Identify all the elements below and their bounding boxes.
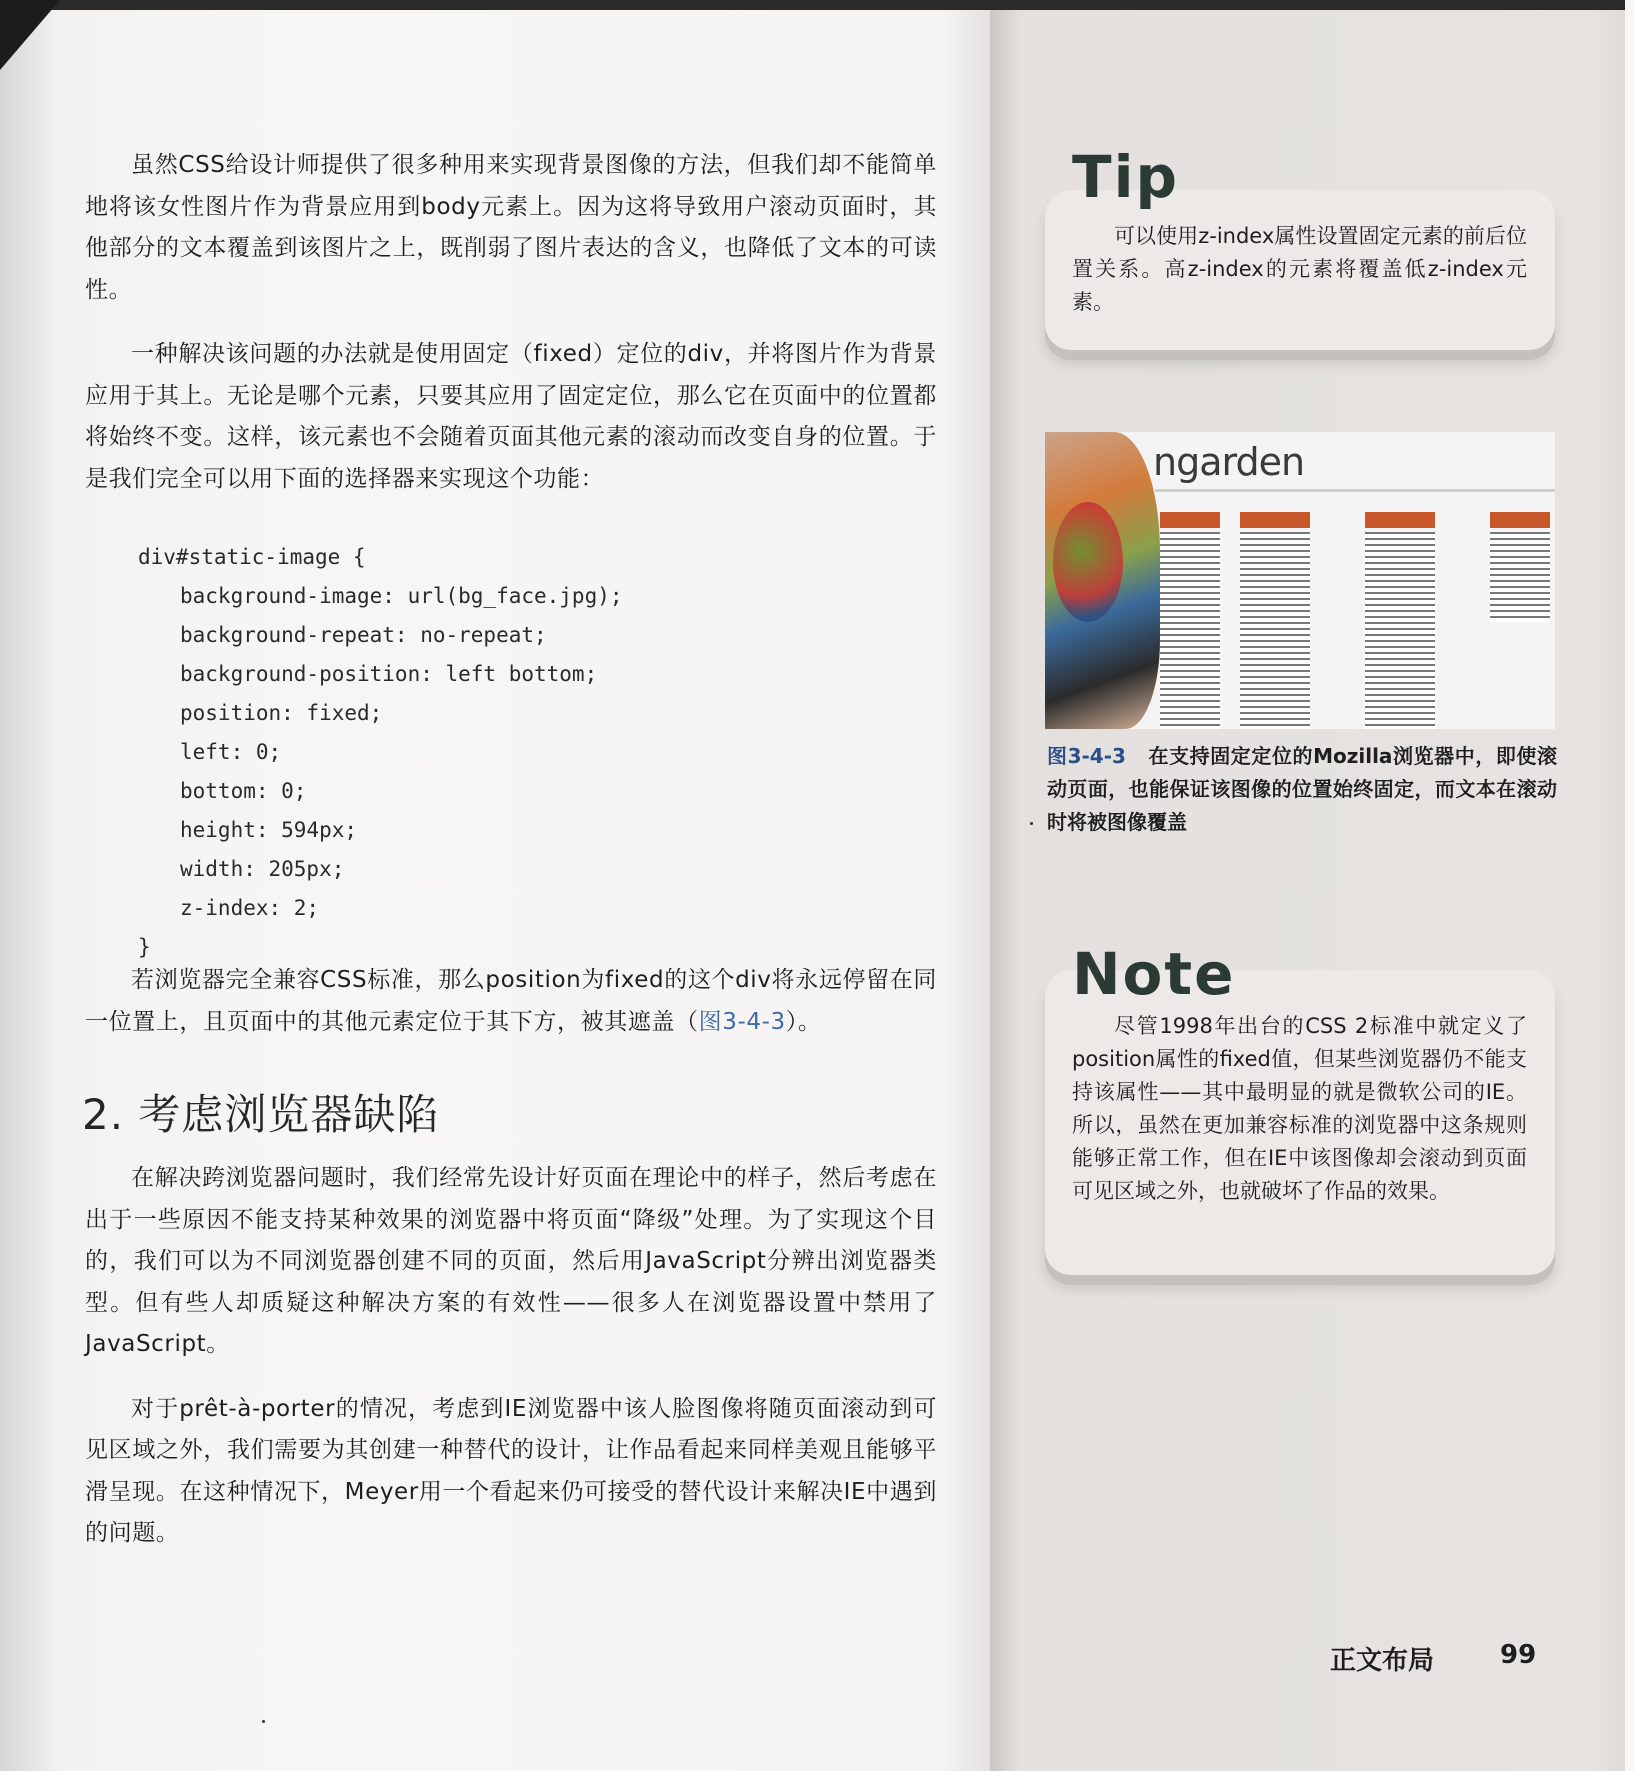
scan-speck	[262, 1720, 265, 1723]
code-line: background-image: url(bg_face.jpg);	[180, 584, 623, 608]
scan-speck	[1030, 822, 1033, 825]
scan-top-edge	[0, 0, 1634, 10]
tip-paragraph: 可以使用z-index属性设置固定元素的前后位置关系。高z-index的元素将覆盖低z-index元素。	[1072, 224, 1527, 314]
code-line: z-index: 2;	[180, 896, 320, 920]
code-line: background-repeat: no-repeat;	[180, 623, 547, 647]
figure-text-column	[1365, 532, 1435, 729]
body-text-bottom	[85, 1158, 937, 1555]
code-line-open: div#static-image {	[138, 545, 366, 569]
paragraph-background-methods: 虽然CSS给设计师提供了很多种用来实现背景图像的方法，但我们却不能简单地将该女性图片作为背景应用到body元素上。因为这将导致用户滚动页面时，其他部分的文本覆盖到该图片之上，既削弱了图片表达的含义，也降低了文本的可读性。	[85, 152, 937, 303]
code-line: background-position: left bottom;	[180, 662, 598, 686]
body-text-after-code	[85, 960, 937, 1043]
code-line-close: }	[138, 935, 151, 959]
code-line: left: 0;	[180, 740, 282, 764]
figure-text-column	[1240, 532, 1310, 729]
paragraph-end: ）。	[785, 1008, 822, 1035]
face-paint	[1053, 502, 1123, 622]
body-text-top	[85, 145, 937, 500]
scan-right-edge	[1625, 0, 1634, 1771]
code-line: position: fixed;	[180, 701, 383, 725]
section-heading: 2. 考虑浏览器缺陷	[82, 1090, 440, 1139]
figure-reference-link[interactable]: 图3-4-3	[698, 1008, 786, 1035]
figure-screenshot	[1045, 432, 1555, 729]
figure-column-header	[1490, 512, 1550, 528]
code-block	[138, 538, 623, 967]
figure-garden-logo: ngarden	[1153, 440, 1305, 484]
figure-caption	[1047, 740, 1557, 839]
paragraph-cross-browser: 在解决跨浏览器问题时，我们经常先设计好页面在理论中的样子，然后考虑在出于一些原因不能支持某种效果的浏览器中将页面“降级”处理。为了实现这个目的，我们可以为不同浏览器创建不同的页面，然后用JavaScript分辨出浏览器类型。但有些人却质疑这种解决方案的有效性——很多人在浏览器设置中禁用了JavaScript。	[85, 1165, 937, 1357]
footer-section-title: 正文布局	[1330, 1646, 1435, 1676]
figure-column-header	[1160, 512, 1220, 528]
figure-caption-label: 图3-4-3	[1047, 744, 1126, 768]
figure-column-header	[1240, 512, 1310, 528]
code-line: bottom: 0;	[180, 779, 307, 803]
paragraph-text: 若浏览器完全兼容CSS标准，那么position为fixed的这个div将永远停留在同一位置上，且页面中的其他元素定位于其下方，被其遮盖（	[85, 967, 937, 1035]
paragraph-pret-a-porter: 对于prêt-à-porter的情况，考虑到IE浏览器中该人脸图像将随页面滚动到可见区域之外，我们需要为其创建一种替代的设计，让作品看起来同样美观且能够平滑呈现。在这种情况下，Meyer用一个看起来仍可接受的替代设计来解决IE中遇到的问题。	[85, 1395, 937, 1546]
figure-caption-text: 在支持固定定位的Mozilla浏览器中，即使滚动页面，也能保证该图像的位置始终固定，而文本在滚动时将被图像覆盖	[1047, 744, 1557, 834]
scan-corner	[0, 0, 60, 70]
figure-column-header	[1365, 512, 1435, 528]
figure-text-column	[1160, 532, 1220, 729]
figure-text-column	[1490, 532, 1550, 622]
code-line: height: 594px;	[180, 818, 358, 842]
page-number: 99	[1500, 1640, 1537, 1670]
paragraph-fixed-div: 一种解决该问题的办法就是使用固定（fixed）定位的div，并将图片作为背景应用于其上。无论是哪个元素，只要其应用了固定定位，那么它在页面中的位置都将始终不变。这样，该元素也不会随着页面其他元素的滚动而改变自身的位置。于是我们完全可以用下面的选择器来实现这个功能：	[85, 341, 937, 492]
tip-heading: Tip	[1072, 143, 1179, 211]
code-line: width: 205px;	[180, 857, 345, 881]
note-paragraph: 尽管1998年出台的CSS 2标准中就定义了position属性的fixed值，但某些浏览器仍不能支持该属性——其中最明显的就是微软公司的IE。所以，虽然在更加兼容标准的浏览器中这条规则能够正常工作，但在IE中该图像却会滚动到页面可见区域之外，也就破坏了作品的效果。	[1072, 1014, 1527, 1203]
note-text	[1072, 1010, 1527, 1208]
tip-text	[1072, 220, 1527, 319]
paragraph-fixed-result	[85, 960, 937, 1043]
figure-nav-bar	[1155, 489, 1555, 492]
note-heading: Note	[1072, 940, 1236, 1008]
